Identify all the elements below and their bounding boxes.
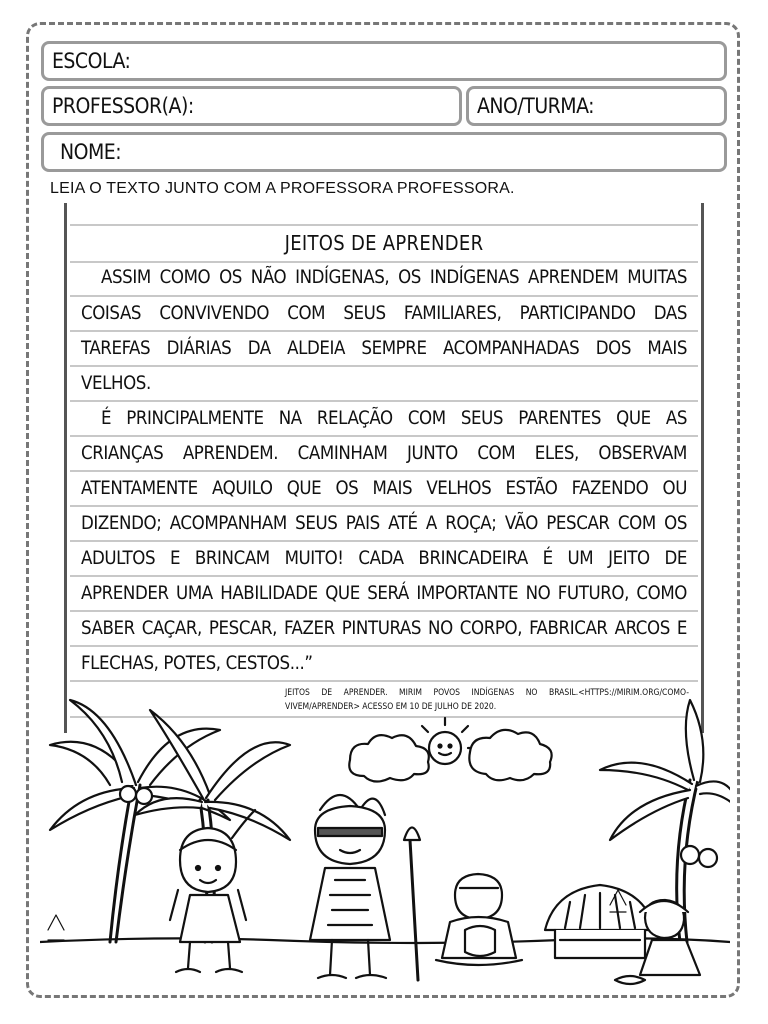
text-line: APRENDER UMA HABILIDADE QUE SERÁ IMPORTANTE NO FUTURO, COMO (81, 583, 687, 604)
instruction-text: LEIA O TEXTO JUNTO COM A PROFESSORA PROFESSORA. (50, 180, 515, 197)
text-line: ASSIM COMO OS NÃO INDÍGENAS, OS INDÍGENAS APRENDEM MUITAS (101, 267, 687, 288)
nome-label: NOME: (60, 140, 122, 164)
cloud-right (469, 730, 551, 780)
text-line: É PRINCIPALMENTE NA RELAÇÃO COM SEUS PARENTES QUE AS (101, 408, 687, 429)
text-line: COISAS CONVIVENDO COM SEUS FAMILIARES, PARTICIPANDO DAS (81, 303, 687, 324)
ano-turma-field[interactable] (466, 86, 727, 126)
ruled-line (70, 610, 698, 612)
watermark-logo (48, 915, 64, 940)
source-line: JEITOS DE APRENDER. MIRIM POVOS INDÍGENAS NO BRASIL.<HTTPS://MIRIM.ORG/COMO- (285, 688, 689, 698)
indigenous-village-illustration (40, 690, 730, 990)
indigenous-child-with-pot (436, 874, 522, 965)
ruled-line (70, 400, 698, 402)
hut (545, 885, 655, 958)
ruled-line (70, 295, 698, 297)
indigenous-boy-figure (310, 795, 420, 980)
professor-label: PROFESSOR(A): (52, 94, 194, 118)
reading-text-box (64, 203, 704, 733)
text-line: TAREFAS DIÁRIAS DA ALDEIA SEMPRE ACOMPANHADAS DOS MAIS (81, 338, 687, 359)
text-line: FLECHAS, POTES, CESTOS...” (81, 653, 313, 674)
text-title: JEITOS DE APRENDER (284, 231, 484, 255)
escola-field[interactable] (41, 41, 727, 81)
ruled-line (70, 540, 698, 542)
nome-field[interactable] (41, 132, 727, 172)
ruled-line (70, 261, 698, 263)
ruled-line (70, 680, 698, 682)
ruled-line (70, 575, 698, 577)
text-line: CRIANÇAS APRENDEM. CAMINHAM JUNTO COM ELES, OBSERVAM (81, 443, 687, 464)
ruled-line (70, 330, 698, 332)
cloud-left (349, 735, 429, 781)
ruled-line (70, 470, 698, 472)
text-line: ADULTOS E BRINCAM MUITO! CADA BRINCADEIRA É UM JEITO DE (81, 548, 687, 569)
professor-field[interactable] (41, 86, 462, 126)
ruled-line (70, 365, 698, 367)
ruled-line (70, 224, 698, 226)
text-line: SABER CAÇAR, PESCAR, FAZER PINTURAS NO CORPO, FABRICAR ARCOS E (81, 618, 687, 639)
text-line: DIZENDO; ACOMPANHAM SEUS PAIS ATÉ A ROÇA; VÃO PESCAR COM OS (81, 513, 687, 534)
ruled-line (70, 505, 698, 507)
source-line: VIVEM/APRENDER> ACESSO EM 10 DE JULHO DE 2020. (285, 702, 497, 712)
ruled-line (70, 435, 698, 437)
text-line: ATENTAMENTE AQUILO QUE OS MAIS VELHOS ESTÃO FAZENDO OU (81, 478, 687, 499)
text-line: VELHOS. (81, 373, 151, 394)
ano-turma-label: ANO/TURMA: (477, 94, 595, 118)
indigenous-girl-figure (170, 810, 255, 972)
escola-label: ESCOLA: (52, 49, 131, 73)
ruled-line (70, 645, 698, 647)
